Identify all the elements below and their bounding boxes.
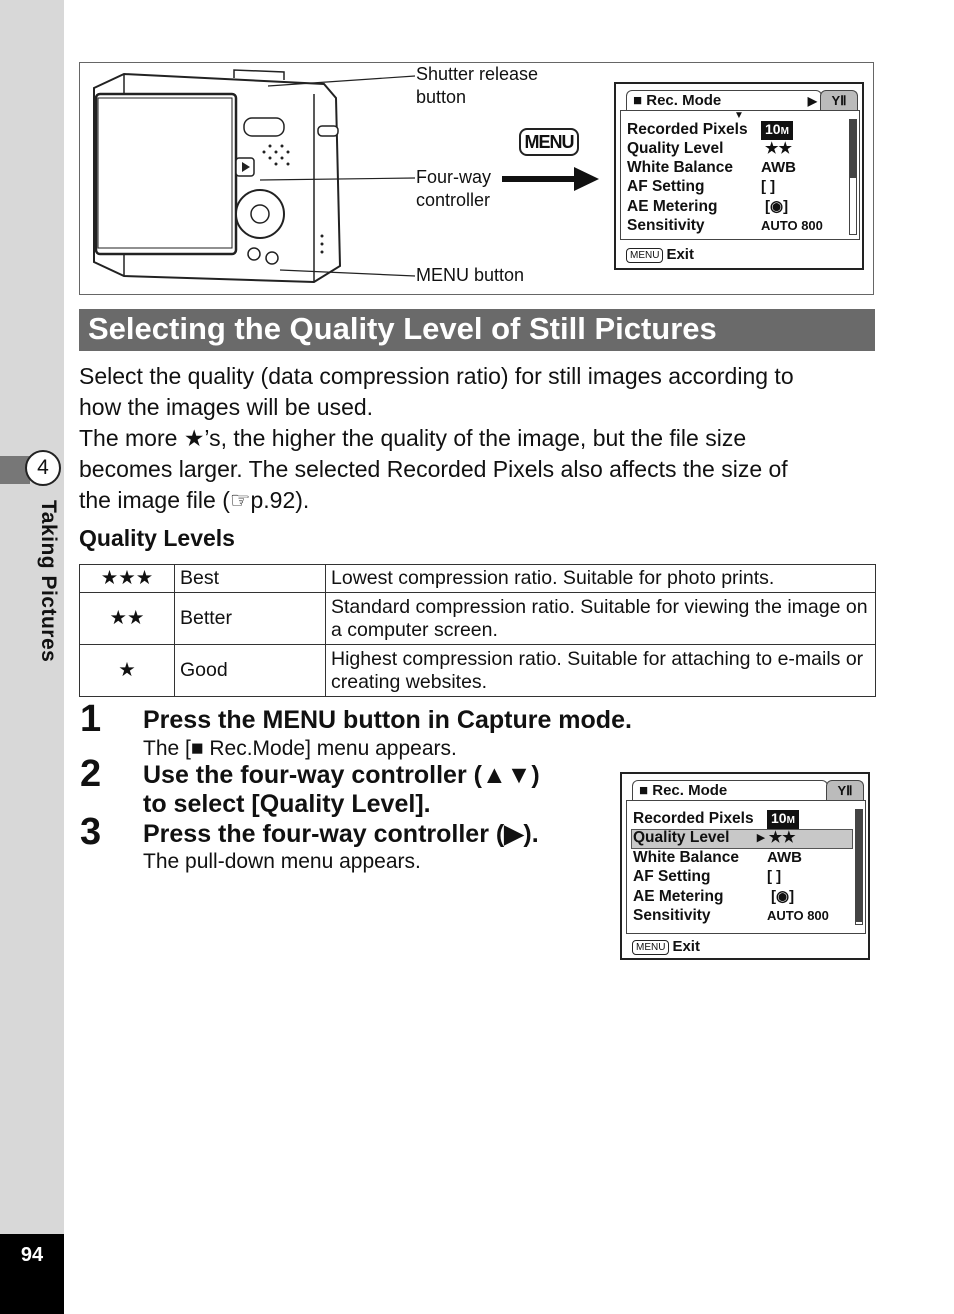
- menu-row-sensitivity[interactable]: Sensitivity: [633, 907, 711, 924]
- menu-row-ae-metering[interactable]: AE Metering: [633, 888, 724, 905]
- ae-metering-icon: [◉]: [765, 198, 789, 215]
- quality-desc-cell: Standard compression ratio. Suitable for viewing the image on a computer screen.: [326, 593, 876, 645]
- step-number-2: 2: [80, 753, 102, 795]
- quality-levels-heading: Quality Levels: [79, 525, 235, 551]
- step-3-sub: The pull-down menu appears.: [143, 850, 421, 873]
- menu-row-recorded-pixels[interactable]: Recorded Pixels: [627, 121, 748, 138]
- table-row: [80, 565, 876, 593]
- af-setting-icon: [ ]: [767, 868, 782, 885]
- setup-tab[interactable]: YⅡ: [820, 90, 858, 110]
- intro-line-2: how the images will be used.: [79, 394, 374, 420]
- scrollbar-thumb[interactable]: [856, 810, 862, 922]
- sensitivity-value: AUTO 800: [761, 218, 823, 233]
- menu-button-label: MENU: [519, 128, 579, 156]
- recorded-pixels-value: 10M: [767, 809, 799, 828]
- quality-table: [79, 564, 876, 697]
- menu-row-af-setting[interactable]: AF Setting: [633, 868, 711, 885]
- step-2-text-line1: Use the four-way controller (▲▼): [143, 761, 540, 789]
- scrollbar-thumb[interactable]: [850, 120, 856, 178]
- chapter-number: 4: [25, 450, 61, 486]
- exit-button[interactable]: MENU Exit: [626, 246, 694, 263]
- menu-row-quality-level[interactable]: Quality Level: [627, 140, 724, 157]
- menu-list: [620, 110, 860, 240]
- menu-button-callout: MENU button: [416, 265, 525, 285]
- intro-line-1: Select the quality (data compression ratio) for still images according to: [79, 363, 794, 389]
- menu-row-recorded-pixels[interactable]: Recorded Pixels: [633, 810, 754, 827]
- stars-cell: ★★★: [80, 565, 175, 593]
- step-number-1: 1: [80, 698, 102, 740]
- quality-desc-cell: Lowest compression ratio. Suitable for photo prints.: [326, 565, 876, 593]
- menu-row-ae-metering[interactable]: AE Metering: [627, 198, 718, 215]
- af-setting-icon: [ ]: [761, 178, 776, 195]
- step-number-3: 3: [80, 811, 102, 853]
- setup-tab[interactable]: YⅡ: [826, 780, 864, 800]
- menu-row-white-balance[interactable]: White Balance: [627, 159, 733, 176]
- quality-name-cell: Good: [175, 645, 326, 697]
- intro-line-5: the image file (☞p.92).: [79, 487, 310, 513]
- menu-screen-bottom: [620, 772, 870, 960]
- menu-list: [626, 800, 866, 934]
- stars-cell: ★★: [80, 593, 175, 645]
- arrow-right-icon: [502, 166, 600, 192]
- recorded-pixels-value: 10M: [761, 120, 793, 139]
- shutter-callout: Shutter release button: [416, 64, 539, 107]
- menu-row-quality-level[interactable]: Quality Level: [633, 829, 730, 846]
- white-balance-value: AWB: [767, 849, 802, 866]
- intro-line-4: becomes larger. The selected Recorded Pixels also affects the size of: [79, 456, 788, 482]
- menu-row-sensitivity[interactable]: Sensitivity: [627, 217, 705, 234]
- fourway-callout: Four-way controller: [416, 167, 492, 210]
- sensitivity-value: AUTO 800: [767, 908, 829, 923]
- chapter-title: Taking Pictures: [37, 500, 60, 663]
- menu-screen-top: [614, 82, 864, 270]
- quality-name-cell: Better: [175, 593, 326, 645]
- menu-row-af-setting[interactable]: AF Setting: [627, 178, 705, 195]
- intro-line-3: The more ★’s, the higher the quality of the image, but the file size: [79, 425, 747, 451]
- tab-down-arrow-icon: ▼: [734, 110, 744, 121]
- exit-button[interactable]: MENU Exit: [632, 938, 700, 955]
- page-title: Selecting the Quality Level of Still Pictures: [79, 309, 875, 351]
- callout-lines: [250, 70, 420, 285]
- step-2-text-line2: to select [Quality Level].: [143, 790, 431, 818]
- quality-level-value: ★★: [765, 140, 792, 157]
- step-1-text: Press the MENU button in Capture mode.: [143, 706, 632, 734]
- step-3-text: Press the four-way controller (▶).: [143, 820, 539, 848]
- rec-mode-tab[interactable]: ■ Rec. Mode: [632, 780, 828, 800]
- rec-mode-tab[interactable]: ■ Rec. Mode ▶: [626, 90, 822, 110]
- white-balance-value: AWB: [761, 159, 796, 176]
- quality-desc-cell: Highest compression ratio. Suitable for attaching to e-mails or creating websites.: [326, 645, 876, 697]
- table-row: [80, 645, 876, 697]
- camera-icon: ■: [639, 782, 649, 799]
- camera-icon: ■: [633, 92, 643, 109]
- step-1-sub: The [■ Rec.Mode] menu appears.: [143, 737, 457, 760]
- quality-name-cell: Best: [175, 565, 326, 593]
- table-row: [80, 593, 876, 645]
- tab-arrow-icon: ▶: [807, 94, 817, 108]
- page-number: 94: [0, 1234, 64, 1314]
- stars-cell: ★: [80, 645, 175, 697]
- ae-metering-icon: [◉]: [771, 888, 795, 905]
- quality-level-value: ▸ ★★: [757, 829, 796, 846]
- menu-row-white-balance[interactable]: White Balance: [633, 849, 739, 866]
